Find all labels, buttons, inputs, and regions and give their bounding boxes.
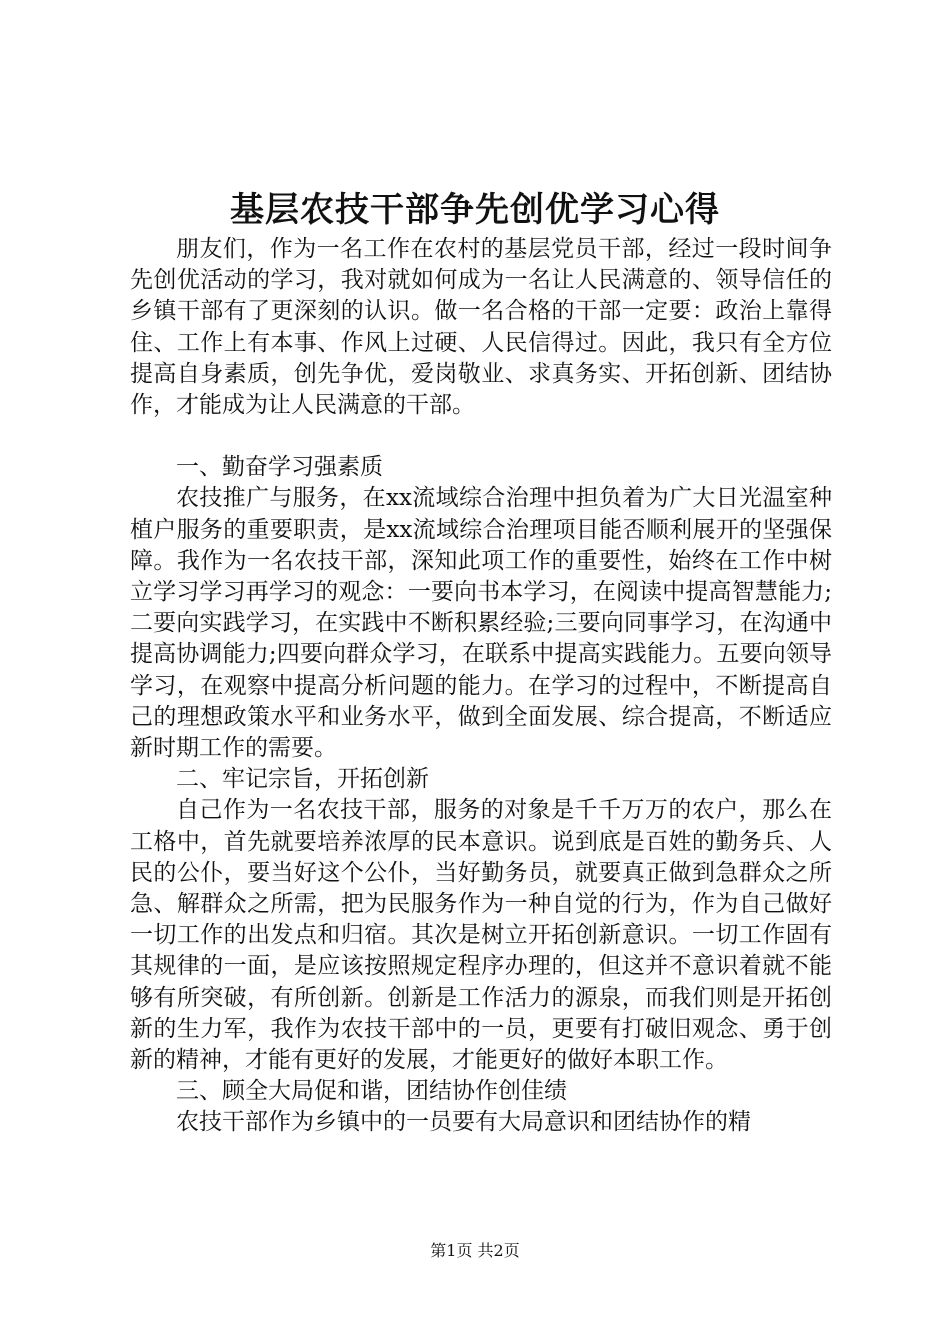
document-body xyxy=(130,234,832,1139)
section-paragraph-1: 农技推广与服务，在xx流域综合治理中担负着为广大日光温室种植户服务的重要职责，是xx流域综合治理项目能否顺利展开的坚强保障。我作为一名农技干部，深知此项工作的重要性，始终在工作中树立学习学习再学习的观念：一要向书本学习，在阅读中提高智慧能力;二要向实践学习，在实践中不断积累经验;三要向同事学习，在沟通中提高协调能力;四要向群众学习，在联系中提高实践能力。五要向领导学习，在观察中提高分析问题的能力。在学习的过程中，不断提高自己的理想政策水平和业务水平，做到全面发展、综合提高，不断适应新时期工作的需要。 xyxy=(130,485,832,762)
section-paragraph-2: 自己作为一名农技干部，服务的对象是千千万万的农户，那么在工格中，首先就要培养浓厚的民本意识。说到底是百姓的勤务兵、人民的公仆，要当好这个公仆，当好勤务员，就要真正做到急群众之所急、解群众之所需，把为民服务作为一种自觉的行为，作为自己做好一切工作的出发点和归宿。其次是树立开拓创新意识。一切工作固有其规律的一面，是应该按照规定程序办理的，但这并不意识着就不能够有所突破，有所创新。创新是工作活力的源泉，而我们则是开拓创新的生力军，我作为农技干部中的一员，更要有打破旧观念、勇于创新的精神，才能有更好的发展，才能更好的做好本职工作。 xyxy=(130,797,832,1074)
page-footer: 第1页 共2页 xyxy=(430,1241,520,1260)
section-heading-3: 三、顾全大局促和谐，团结协作创佳绩 xyxy=(176,1078,567,1105)
intro-paragraph: 朋友们，作为一名工作在农村的基层党员干部，经过一段时间争先创优活动的学习，我对就如何成为一名让人民满意的、领导信任的乡镇干部有了更深刻的认识。做一名合格的干部一定要：政治上靠得住、工作上有本事、作风上过硬、人民信得过。因此，我只有全方位提高自身素质，创先争优，爱岗敬业、求真务实、开拓创新、团结协作，才能成为让人民满意的干部。 xyxy=(130,236,832,419)
section-paragraph-3: 农技干部作为乡镇中的一员要有大局意识和团结协作的精 xyxy=(176,1109,751,1136)
section-heading-2: 二、牢记宗旨，开拓创新 xyxy=(176,766,429,793)
section-heading-1: 一、勤奋学习强素质 xyxy=(176,454,383,481)
document-title: 基层农技干部争先创优学习心得 xyxy=(230,190,720,230)
